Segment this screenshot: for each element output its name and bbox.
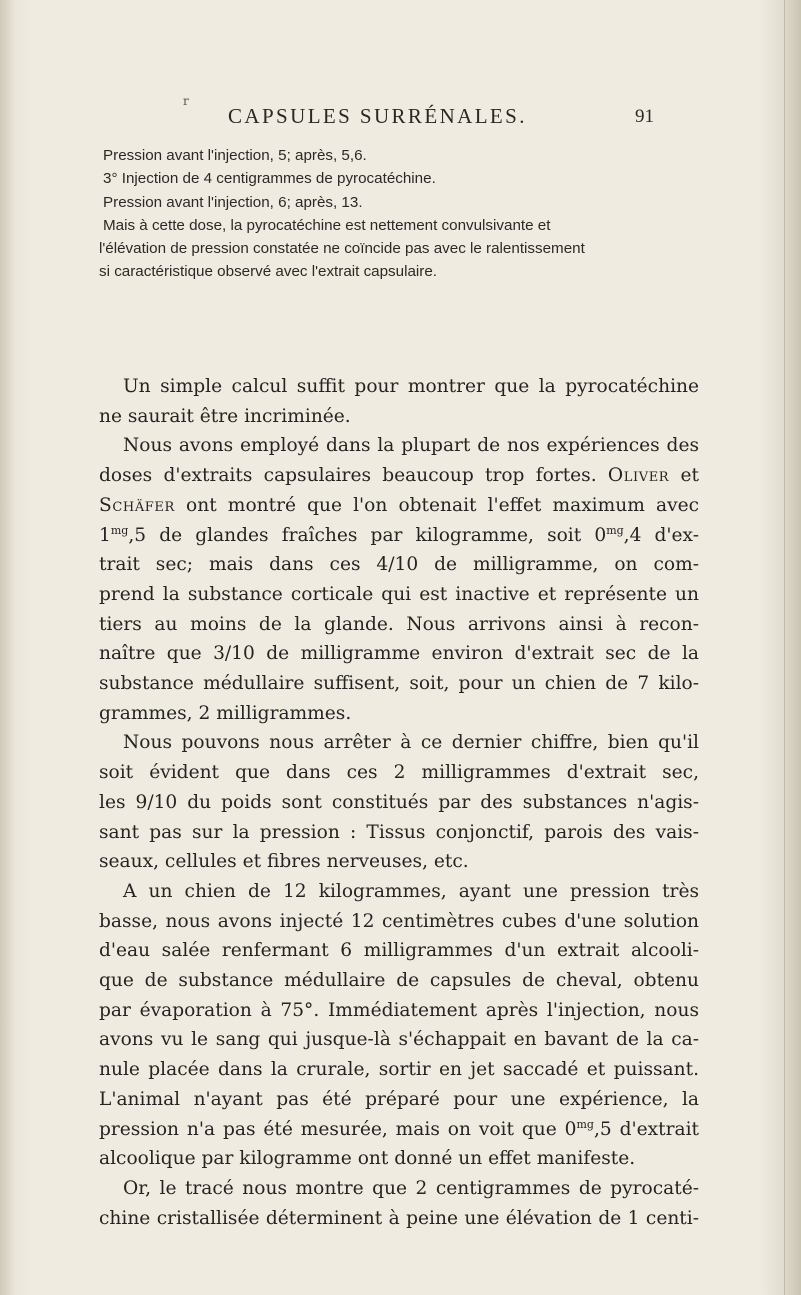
note-line: si caractéristique observé avec l'extrait capsulaire. [99, 263, 438, 281]
body-line: Or, le tracé nous montre que 2 centigrammes de pyrocaté- [123, 1177, 699, 1199]
running-title: CAPSULES SURRÉNALES. [228, 104, 527, 128]
text-segment: pression n'a pas été mesurée, mais on voit que 0 [99, 1118, 577, 1140]
body-line: naître que 3/10 de milligramme environ d'extrait sec de la [99, 643, 699, 665]
body-line: tiers au moins de la glande. Nous arrivons ainsi à recon- [99, 613, 699, 635]
text-segment: ont montré que l'on obtenait l'effet maximum avec [186, 494, 699, 516]
author-name: Schäfer [99, 494, 175, 516]
body-line: que de substance médullaire de capsules de cheval, obtenu [99, 970, 699, 992]
body-line: seaux, cellules et fibres nerveuses, etc. [99, 851, 469, 873]
body-line [99, 1115, 699, 1145]
body-line [99, 461, 699, 491]
page-left-edge [0, 0, 14, 1295]
unit-superscript: mg [576, 1117, 594, 1131]
body-line: basse, nous avons injecté 12 centimètres cubes d'une solution [99, 910, 699, 932]
body-line: avons vu le sang qui jusque-là s'échappait en bavant de la ca- [99, 1029, 699, 1051]
stray-mark: r [183, 94, 189, 108]
body-line: grammes, 2 milligrammes. [99, 702, 352, 724]
body-line: L'animal n'ayant pas été préparé pour une expérience, la [99, 1088, 699, 1110]
body-line: d'eau salée renfermant 6 milligrammes d'un extrait alcooli- [99, 940, 699, 962]
note-line: Pression avant l'injection, 5; après, 5,6. [103, 147, 367, 164]
text-segment: ,4 d'ex- [623, 524, 699, 546]
body-line: Nous avons employé dans la plupart de nos expériences des [123, 435, 699, 457]
body-line: substance médullaire suffisent, soit, pour un chien de 7 kilo- [99, 673, 699, 695]
body-line: sant pas sur la pression : Tissus conjonctif, parois des vais- [99, 821, 699, 843]
note-line: Mais à cette dose, la pyrocatéchine est nettement convulsivante et [103, 216, 551, 234]
note-line: 3° Injection de 4 centigrammes de pyrocatéchine. [103, 170, 436, 188]
body-line: chine cristallisée déterminent à peine une élévation de 1 centi- [99, 1207, 699, 1229]
body-line: Un simple calcul suffit pour montrer que la pyrocatéchine [123, 376, 699, 397]
body-line: alcoolique par kilogramme ont donné un effet manifeste. [99, 1148, 636, 1170]
footnote-block [99, 144, 695, 284]
body-line [99, 491, 699, 521]
body-line: prend la substance corticale qui est inactive et représente un [99, 583, 699, 605]
text-segment: ,5 de glandes fraîches par kilogramme, soit 0 [128, 524, 607, 546]
body-line: Nous pouvons nous arrêter à ce dernier chiffre, bien qu'il [123, 732, 699, 754]
body-line: soit évident que dans ces 2 milligrammes d'extrait sec, [99, 762, 699, 784]
body-line: les 9/10 du poids sont constitués par des substances n'agis- [99, 791, 699, 813]
body-text [99, 372, 699, 1233]
body-line: par évaporation à 75°. Immédiatement après l'injection, nous [99, 999, 699, 1021]
page-number: 91 [635, 106, 654, 127]
body-line: nule placée dans la crurale, sortir en jet saccadé et puissant. [99, 1059, 699, 1081]
body-line [99, 521, 699, 551]
text-segment: doses d'extraits capsulaires beaucoup trop fortes. [99, 465, 597, 487]
page-right-edge [784, 0, 801, 1295]
body-line: ne saurait être incriminée. [99, 405, 351, 427]
body-line: trait sec; mais dans ces 4/10 de milligramme, on com- [99, 554, 699, 576]
body-line: A un chien de 12 kilogrammes, ayant une pression très [123, 880, 699, 902]
text-segment: et [680, 465, 699, 487]
running-head [0, 104, 801, 134]
text-segment: 1 [99, 524, 111, 546]
unit-superscript: mg [110, 523, 129, 537]
unit-superscript: mg [606, 523, 624, 537]
note-line: l'élévation de pression constatée ne coïncide pas avec le ralentissement [99, 240, 585, 258]
author-name: Oliver [607, 465, 670, 487]
note-line: Pression avant l'injection, 6; après, 13. [103, 193, 363, 211]
text-segment: ,5 d'extrait [593, 1118, 699, 1140]
